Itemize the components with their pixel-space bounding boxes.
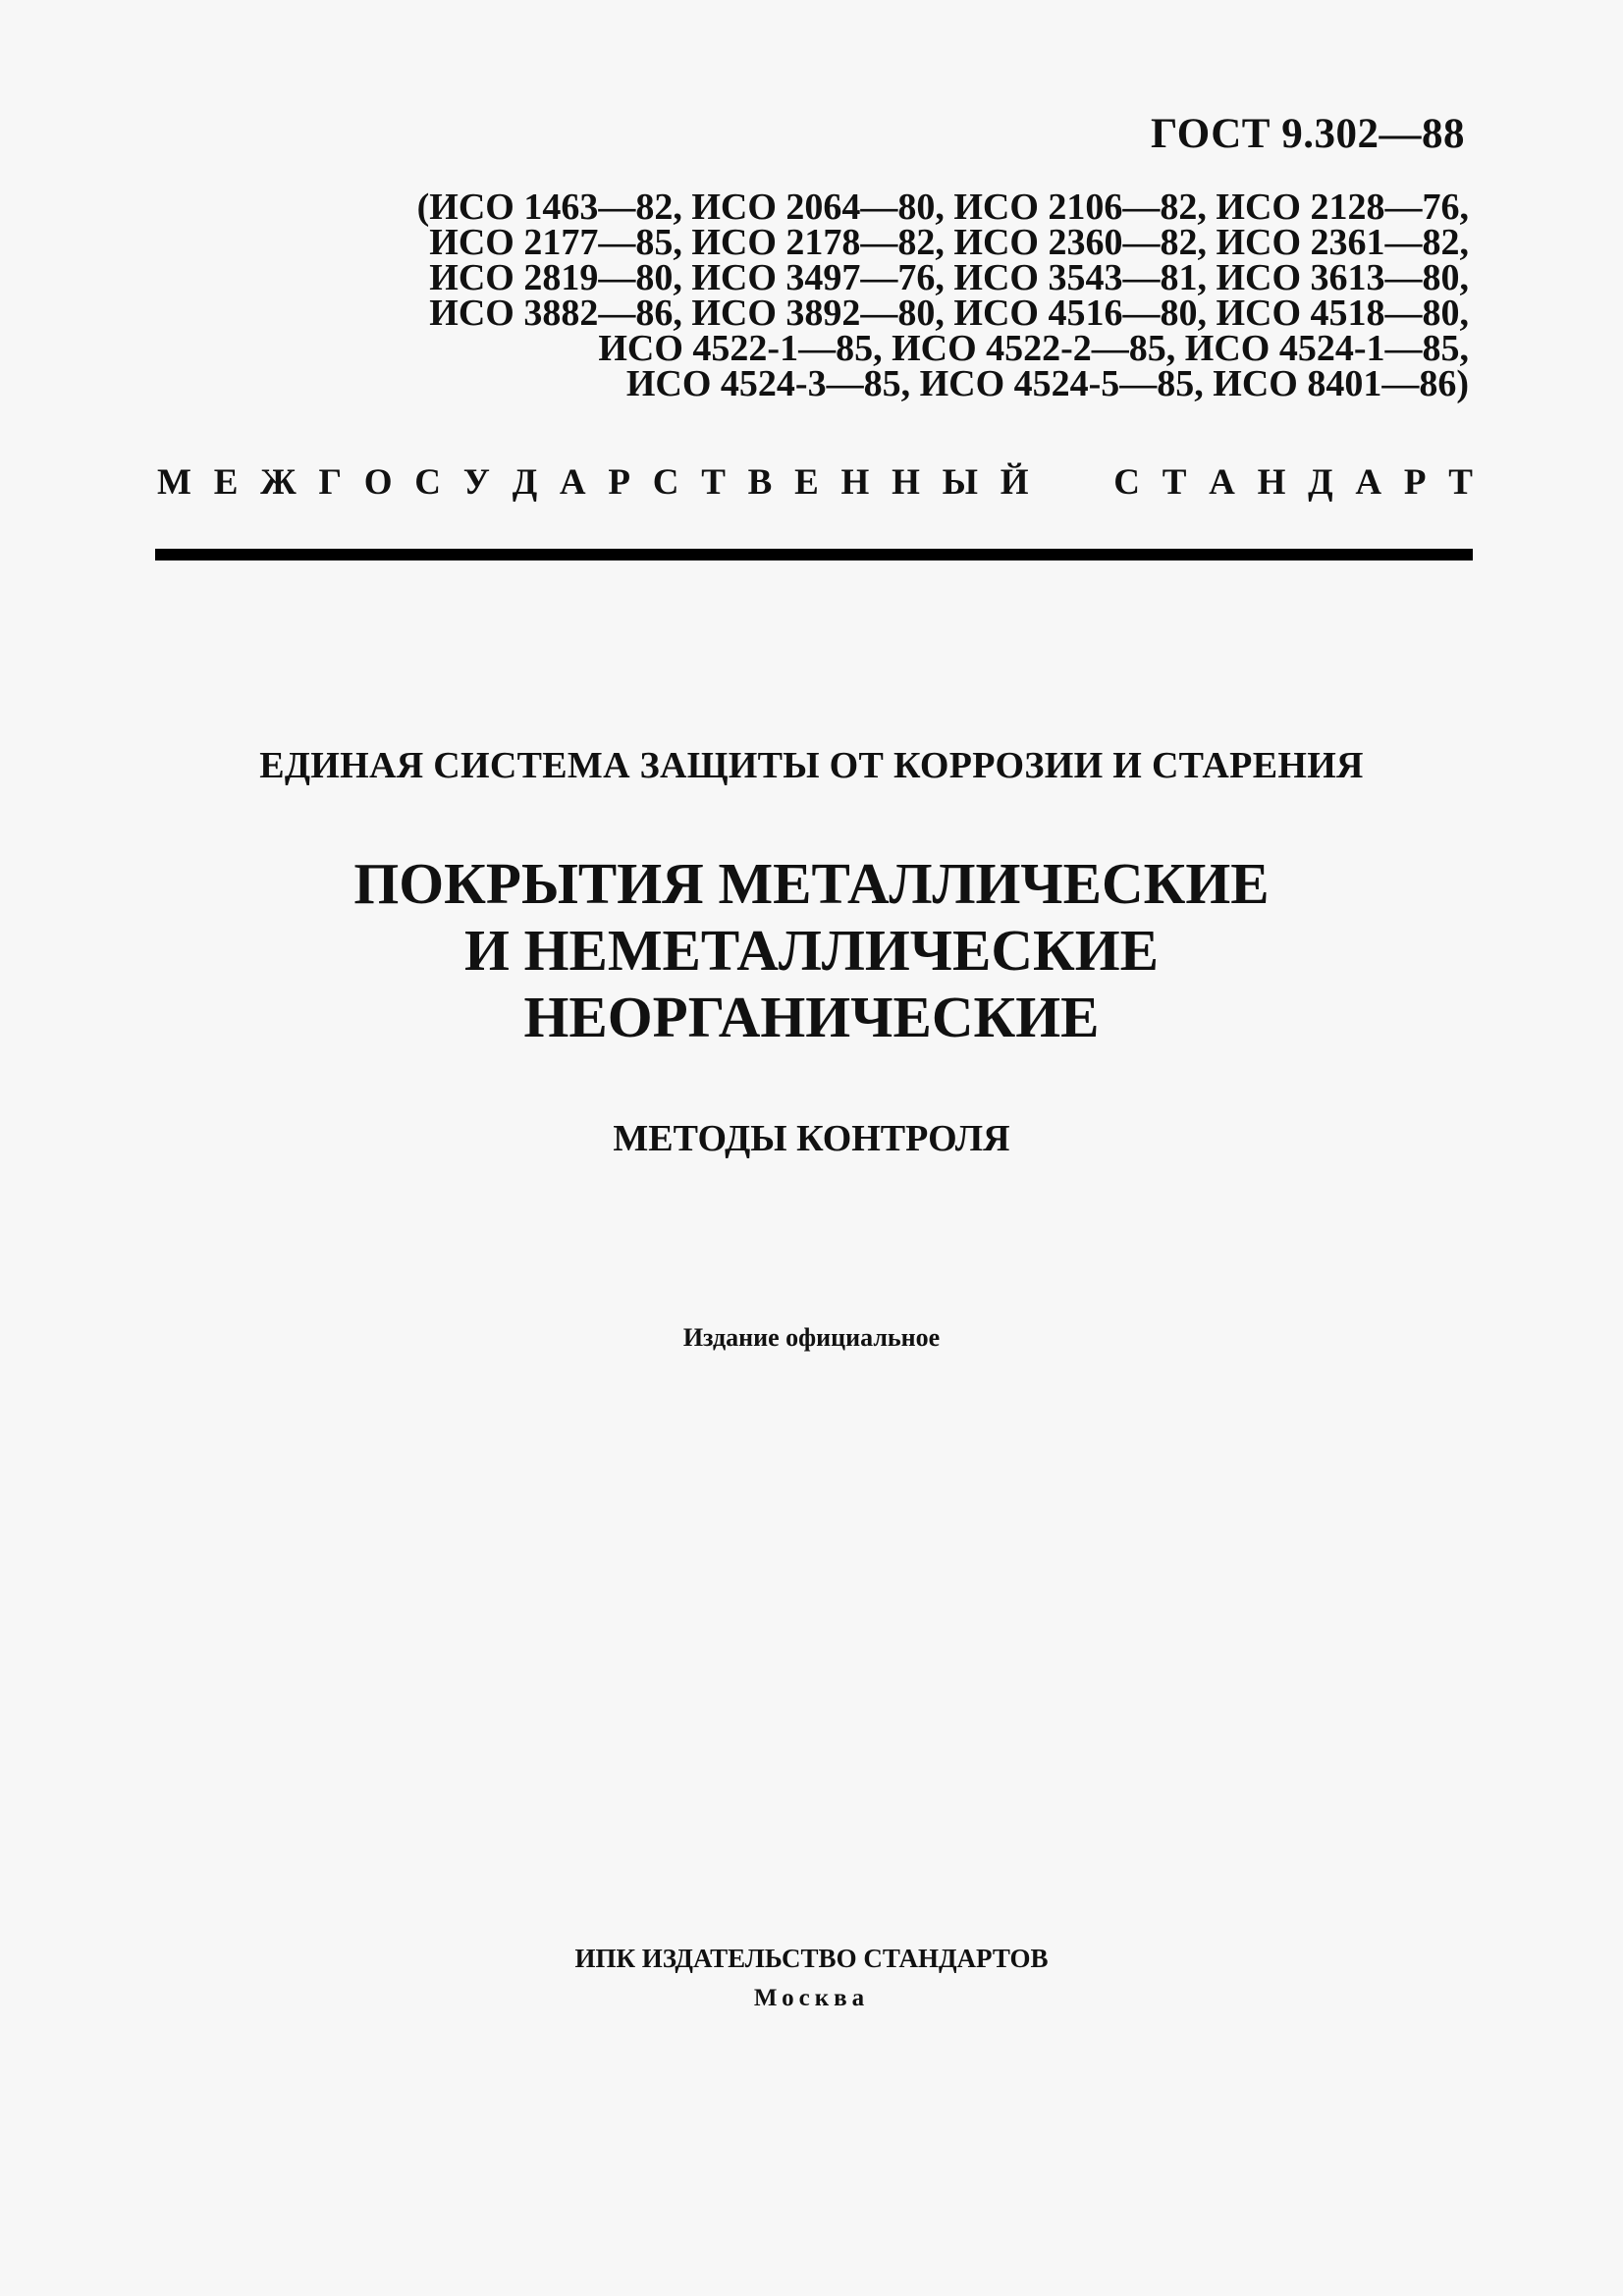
main-title-line: И НЕМЕТАЛЛИЧЕСКИЕ [463,918,1160,983]
iso-reference-line: ИСО 3882—86, ИСО 3892—80, ИСО 4516—80, ИСО 4518—80, [429,293,1469,334]
banner-letter: О [363,462,393,503]
banner-letter: М [157,462,191,503]
banner-letter: Р [608,462,630,503]
edition-note: Издание официальное [682,1323,941,1352]
banner-gap [1051,461,1059,504]
iso-reference-line: ИСО 2177—85, ИСО 2178—82, ИСО 2360—82, ИСО 2361—82, [429,222,1469,263]
banner-letter: Н [840,462,870,503]
main-title [0,850,1623,1050]
publisher-name: ИПК ИЗДАТЕЛЬСТВО СТАНДАРТОВ [574,1944,1049,1973]
publisher-city: Москва [753,1985,870,2011]
main-title-line: ПОКРЫТИЯ МЕТАЛЛИЧЕСКИЕ [353,851,1270,916]
iso-references [416,187,1469,404]
banner-letter: У [462,462,490,503]
banner-letter: Е [794,462,819,503]
banner-letter: А [559,462,586,503]
banner-letter: С [1113,462,1140,503]
banner-letter: Й [1000,462,1029,503]
banner-letter: Г [318,462,343,503]
banner-letter: С [414,462,442,503]
banner-letter: А [1355,462,1382,503]
banner-letter: А [1209,462,1235,503]
banner-letter: Ж [260,462,297,503]
standard-number: ГОСТ 9.302—88 [1151,111,1465,157]
subtitle: МЕТОДЫ КОНТРОЛЯ [613,1118,1010,1159]
banner-letter: Н [892,462,920,503]
banner-letter: Н [1257,462,1286,503]
main-title-line: НЕОРГАНИЧЕСКИЕ [523,985,1100,1049]
banner-gap [1082,461,1091,504]
iso-reference-line: ИСО 4524-3—85, ИСО 4524-5—85, ИСО 8401—86) [625,363,1469,404]
banner-letter: Е [213,462,239,503]
system-title: ЕДИНАЯ СИСТЕМА ЗАЩИТЫ ОТ КОРРОЗИИ И СТАРЕНИЯ [259,745,1364,786]
banner-letter: Д [1308,462,1333,503]
banner-letter: С [652,462,679,503]
banner-letter: Д [512,462,538,503]
iso-reference-line: ИСО 4522-1—85, ИСО 4522-2—85, ИСО 4524-1—85, [598,328,1469,369]
banner-letter: Р [1403,462,1427,503]
iso-reference-line: ИСО 2819—80, ИСО 3497—76, ИСО 3543—81, ИСО 3613—80, [429,257,1469,298]
banner-letter: Т [701,462,726,503]
divider-rule [155,549,1473,561]
iso-reference-line: (ИСО 1463—82, ИСО 2064—80, ИСО 2106—82, ИСО 2128—76, [416,187,1469,228]
banner-letter: Ы [942,462,978,503]
banner-letter: Т [1162,462,1187,503]
banner-letter: В [747,462,773,503]
interstate-standard-banner [157,461,1473,504]
banner-letter: Т [1448,462,1473,503]
